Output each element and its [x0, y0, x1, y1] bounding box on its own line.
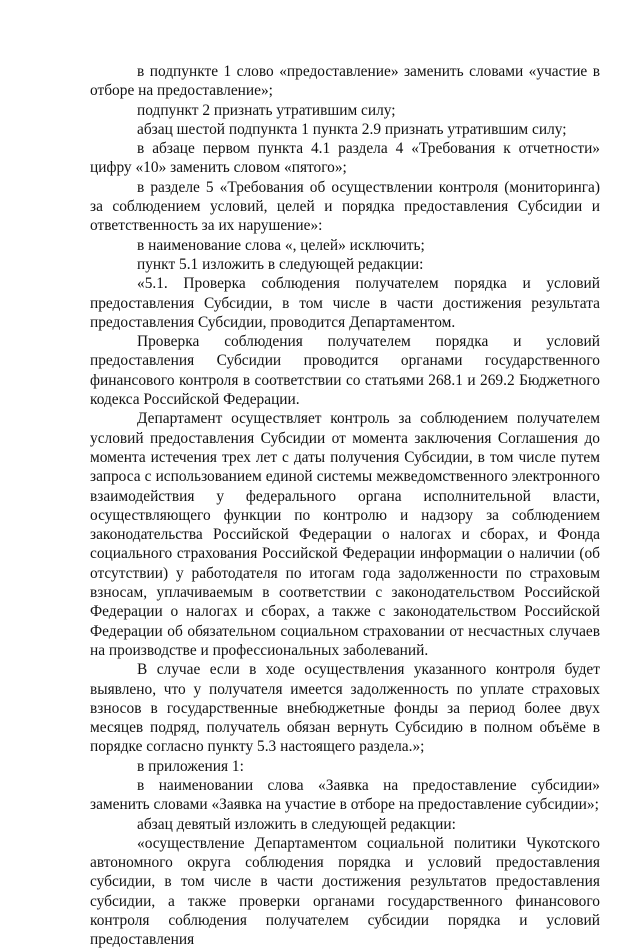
paragraph-5: в разделе 5 «Требования об осуществлении контроля (мониторинга) за соблюдением условий, целей и порядка предоставления Субсидии и ответственность за их нарушение»: [90, 178, 600, 235]
paragraph-6: в наименование слова «, целей» исключить; [137, 236, 425, 254]
paragraph-2: подпункт 2 признать утратившим силу; [137, 101, 396, 119]
paragraph-13: в наименовании слова «Заявка на предоставление субсидии» заменить словами «Заявка на участие в отборе на предоставление субсидии»; [90, 776, 600, 814]
paragraph-4: в абзаце первом пункта 4.1 раздела 4 «Требования к отчетности» цифру «10» заменить словом «пятого»; [90, 140, 600, 177]
paragraph-11: В случае если в ходе осуществления указанного контроля будет выявлено, что у получателя имеется задолженность по уплате страховых взносов в государственные внебюджетные фонды за период более двух месяцев подряд, получатель обязан вернуть Субсидию в полном объёме в порядке согласно пункту 5.3 настоящего раздела.»; [90, 661, 600, 756]
paragraph-10: Департамент осуществляет контроль за соблюдением получателем условий предоставления Субсидии от момента заключения Соглашения до момента истечения трех лет с даты получения Субсидии, в том числе путем запроса с использованием единой системы межведомственного электронного взаимодействия у федерального органа исполнительной власти, осуществляющего функции по контролю и надзору за соблюдением законодательства Российской Федерации о налогах и сборах, и Фонда социального страхования Российской Федерации информации о наличии (об отсутствии) у работодателя по итогам года задолженности по страховым взносам, уплачиваемым в соответствии с законодательством Российской Федерации о налогах и сборах, а также с законодательством Российской Федерации об обязательном социальном страховании от несчастных случаев на производстве и профессиональных заболеваний. [90, 410, 600, 659]
paragraph-7: пункт 5.1 изложить в следующей редакции: [137, 255, 424, 273]
paragraph-8: «5.1. Проверка соблюдения получателем порядка и условий предоставления Субсидии, в том числе в части достижения результата предоставления Субсидии, проводится Департаментом. [90, 275, 600, 331]
paragraph-12: в приложения 1: [137, 757, 244, 775]
paragraph-1: в подпункте 1 слово «предоставление» заменить словами «участие в отборе на предоставление»; [90, 63, 600, 100]
paragraph-14: абзац девятый изложить в следующей редакции: [137, 815, 456, 833]
paragraph-15: «осуществление Департаментом социальной политики Чукотского автономного округа соблюдения порядка и условий предоставления субсидии, в том числе в части достижения результатов предоставления субсидии, а также проверки органами государственного финансового контроля соблюдения получателем субсидии порядка и условий предоставления [90, 834, 600, 949]
paragraph-9: Проверка соблюдения получателем порядка и условий предоставления Субсидии проводится органами государственного финансового контроля в соответствии со статьями 268.1 и 269.2 Бюджетного кодекса Российской Федерации. [90, 333, 600, 409]
paragraph-3: абзац шестой подпункта 1 пункта 2.9 признать утратившим силу; [137, 120, 567, 138]
